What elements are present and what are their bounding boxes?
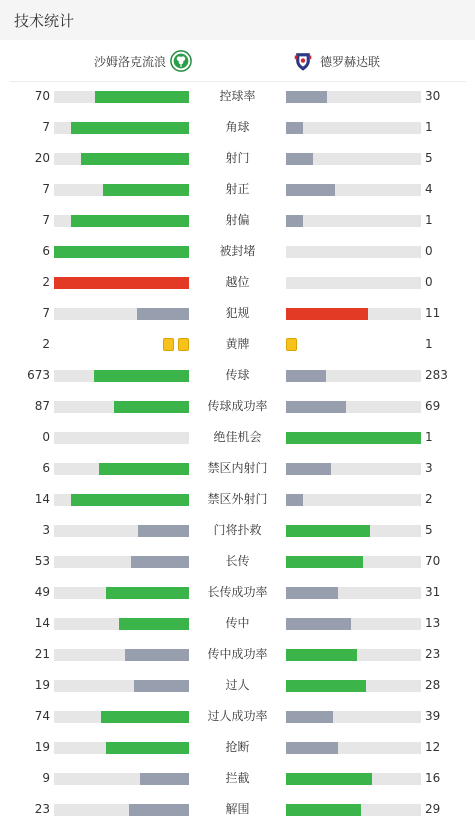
home-stat-bar [101,711,189,723]
stat-row [0,329,475,360]
stat-row [0,174,475,205]
home-stat-bar-track [54,711,189,723]
away-stat-bar [286,525,370,537]
stats-header [0,0,475,40]
stat-label: 抢断 [225,740,250,754]
stat-row [0,112,475,143]
home-stat-bar [134,680,189,692]
stat-label: 长传成功率 [207,585,268,599]
away-team[interactable] [292,40,380,82]
away-stat-bar [286,649,357,661]
home-stat-value: 9 [42,771,50,785]
home-stat-value: 53 [34,554,50,568]
away-stat-bar-track [286,525,421,537]
stat-label: 禁区外射门 [207,492,268,506]
home-stat-bar-track [54,184,189,196]
home-stat-bar-track [54,401,189,413]
away-stat-bar [286,215,303,227]
stat-row [0,515,475,546]
away-stat-bar-track [286,804,421,816]
away-stat-bar-track [286,618,421,630]
stat-row [0,701,475,732]
home-stat-bar [95,91,190,103]
stat-row [0,639,475,670]
stat-row [0,205,475,236]
away-stat-value: 11 [425,306,441,320]
away-stat-bar-track [286,122,421,134]
away-stat-value: 16 [425,771,441,785]
stat-label: 射正 [225,182,250,196]
away-stat-bar-track [286,401,421,413]
home-team[interactable] [94,40,192,82]
stat-label: 过人成功率 [207,709,268,723]
home-stat-bar [106,742,189,754]
home-stat-bar-track [54,370,189,382]
home-stat-bar [94,370,189,382]
home-stat-bar [81,153,189,165]
home-stat-bar-track [54,277,189,289]
away-stat-bar [286,680,366,692]
home-stat-bar-track [54,649,189,661]
home-stat-bar [106,587,189,599]
home-stat-value: 2 [42,337,50,351]
page-title: 技术统计 [14,12,75,30]
away-stat-bar-track [286,246,421,258]
away-stat-bar-track [286,308,421,320]
home-stat-bar [99,463,189,475]
away-stat-value: 5 [425,151,433,165]
home-stat-value: 7 [42,213,50,227]
away-stat-bar [286,773,372,785]
stat-row [0,267,475,298]
home-stat-bar [103,184,189,196]
home-stat-value: 673 [27,368,50,382]
away-stat-value: 29 [425,802,441,816]
stat-row [0,422,475,453]
away-stat-bar-track [286,556,421,568]
away-stat-value: 31 [425,585,441,599]
teams-row [10,40,466,82]
home-stat-value: 23 [34,802,50,816]
stat-label: 控球率 [219,89,256,103]
home-stat-bar-track [54,556,189,568]
stat-label: 门将扑救 [213,523,262,537]
home-stat-bar [125,649,189,661]
stat-row [0,577,475,608]
away-stat-value: 0 [425,244,433,258]
away-stat-bar [286,711,333,723]
home-stat-value: 74 [34,709,50,723]
stat-label: 拦截 [225,771,250,785]
away-stat-value: 13 [425,616,441,630]
stat-row [0,236,475,267]
away-stat-bar-track [286,184,421,196]
home-stat-bar-track [54,773,189,785]
stat-label: 犯规 [225,306,250,320]
home-stat-bar-track [54,432,189,444]
yellow-card-icon [163,338,174,351]
home-stat-value: 7 [42,120,50,134]
away-stat-value: 3 [425,461,433,475]
home-stat-bar-track [54,525,189,537]
stat-row [0,143,475,174]
away-stat-bar-track [286,463,421,475]
stat-label: 禁区内射门 [207,461,268,475]
home-stat-bar [137,308,190,320]
stat-row [0,608,475,639]
shamrock-rovers-crest-icon [170,50,192,72]
home-stat-value: 14 [34,492,50,506]
stat-label: 过人 [225,678,250,692]
away-stat-bar [286,556,363,568]
stat-label: 射门 [225,151,250,165]
home-stat-value: 19 [34,740,50,754]
home-stat-bar-track [54,680,189,692]
away-team-name: 德罗赫达联 [320,54,381,69]
away-stat-value: 12 [425,740,441,754]
home-stat-bar [54,277,189,289]
home-stat-bar-track [54,618,189,630]
away-stat-value: 28 [425,678,441,692]
home-stat-value: 87 [34,399,50,413]
away-stat-value: 39 [425,709,441,723]
home-stat-bar-track [54,122,189,134]
stat-row [0,391,475,422]
home-stat-bar-track [54,804,189,816]
home-stat-bar [114,401,189,413]
home-stat-bar-track [54,153,189,165]
away-stat-bar-track [286,91,421,103]
home-stat-bar [140,773,189,785]
stat-label: 被封堵 [219,244,256,258]
home-team-name: 沙姆洛克流浪 [93,54,166,69]
away-stat-bar [286,463,331,475]
home-stat-bar-track [54,215,189,227]
yellow-card-icon [178,338,189,351]
stat-label: 越位 [225,275,250,289]
home-stat-value: 7 [42,182,50,196]
stat-label: 传中 [225,616,250,630]
away-stat-value: 1 [425,213,433,227]
away-stat-bar-track [286,742,421,754]
away-stat-value: 5 [425,523,433,537]
home-stat-value: 6 [42,461,50,475]
stat-row [0,546,475,577]
away-stat-bar-track [286,711,421,723]
home-stat-bar [119,618,189,630]
home-stat-bar [129,804,189,816]
home-stat-value: 6 [42,244,50,258]
home-stat-value: 49 [34,585,50,599]
away-stat-bar-track [286,277,421,289]
stat-row [0,453,475,484]
away-yellow-cards [286,338,297,351]
away-stat-bar [286,153,313,165]
stat-label: 黄牌 [225,337,250,351]
stat-row [0,763,475,794]
home-stat-bar-track [54,246,189,258]
away-stat-bar [286,184,335,196]
away-stat-value: 4 [425,182,433,196]
home-stat-bar [131,556,189,568]
home-stat-value: 2 [42,275,50,289]
away-stat-value: 70 [425,554,441,568]
stat-label: 传球 [225,368,250,382]
stat-row [0,298,475,329]
away-stat-bar [286,587,338,599]
stat-label: 长传 [225,554,250,568]
home-stat-value: 3 [42,523,50,537]
home-stat-value: 20 [34,151,50,165]
away-stat-bar [286,308,368,320]
home-stat-bar-track [54,742,189,754]
home-stat-bar-track [54,463,189,475]
stat-label: 角球 [225,120,250,134]
home-stat-value: 19 [34,678,50,692]
away-stat-bar [286,432,421,444]
home-stat-bar [54,246,189,258]
away-stat-value: 1 [425,337,433,351]
away-stat-value: 23 [425,647,441,661]
away-stat-value: 283 [425,368,448,382]
away-stat-bar-track [286,432,421,444]
away-stat-value: 69 [425,399,441,413]
away-stat-bar-track [286,649,421,661]
stat-row [0,484,475,515]
stat-label: 解围 [225,802,250,816]
home-stat-value: 14 [34,616,50,630]
stat-row [0,360,475,391]
stat-row [0,670,475,701]
stat-row [0,732,475,763]
home-yellow-cards [163,338,189,351]
home-stat-bar-track [54,587,189,599]
home-stat-bar [71,122,189,134]
home-stat-value: 21 [34,647,50,661]
away-stat-value: 1 [425,120,433,134]
home-stat-bar [71,215,189,227]
drogheda-united-crest-icon [292,50,314,72]
yellow-card-icon [286,338,297,351]
stat-label: 射偏 [225,213,250,227]
away-stat-value: 30 [425,89,441,103]
away-stat-bar [286,742,338,754]
away-stat-bar [286,91,327,103]
away-stat-bar [286,122,303,134]
home-stat-value: 0 [42,430,50,444]
home-stat-value: 70 [34,89,50,103]
away-stat-bar [286,401,346,413]
away-stat-bar-track [286,773,421,785]
home-stat-bar [71,494,189,506]
away-stat-value: 1 [425,430,433,444]
stat-label: 绝佳机会 [213,430,262,444]
home-stat-bar-track [54,494,189,506]
stat-row [0,81,475,112]
away-stat-bar [286,370,326,382]
away-stat-value: 0 [425,275,433,289]
away-stat-bar-track [286,215,421,227]
stats-list [0,81,475,825]
home-stat-bar-track [54,308,189,320]
away-stat-bar [286,618,351,630]
away-stat-bar [286,494,303,506]
stat-label: 传中成功率 [207,647,268,661]
away-stat-bar-track [286,153,421,165]
away-stat-value: 2 [425,492,433,506]
away-stat-bar-track [286,370,421,382]
stat-row [0,794,475,825]
home-stat-bar [138,525,189,537]
away-stat-bar-track [286,680,421,692]
home-stat-bar-track [54,91,189,103]
home-stat-value: 7 [42,306,50,320]
away-stat-bar-track [286,587,421,599]
away-stat-bar-track [286,494,421,506]
away-stat-bar [286,804,361,816]
stat-label: 传球成功率 [207,399,268,413]
